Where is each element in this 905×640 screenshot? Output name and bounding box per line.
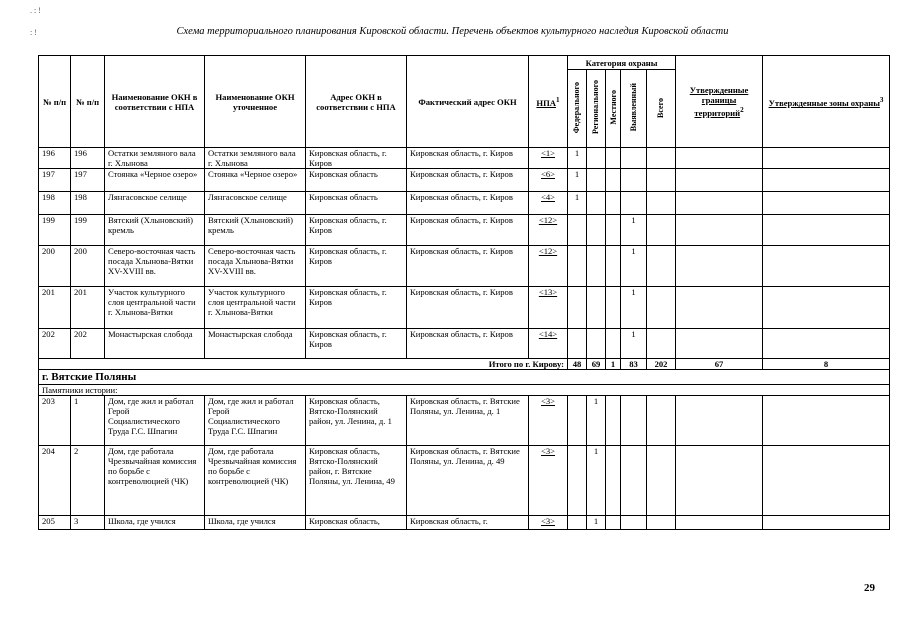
row-addr-actual: Кировская область, г. — [407, 516, 529, 530]
row-name-refined: Монастырская слобода — [205, 329, 306, 359]
npa-ref-link: <14> — [538, 329, 558, 339]
row-num1: 196 — [39, 148, 71, 169]
row-addr-npa: Кировская область, г. Киров — [306, 148, 407, 169]
row-cat-total — [647, 287, 676, 329]
row-name-npa: Остатки земляного вала г. Хлынова — [105, 148, 205, 169]
row-name-refined: Вятский (Хлыновский) кремль — [205, 215, 306, 246]
row-npa-ref — [529, 287, 568, 329]
row-borders — [676, 246, 763, 287]
row-name-refined: Остатки земляного вала г. Хлынова — [205, 148, 306, 169]
row-name-npa: Стоянка «Черное озеро» — [105, 169, 205, 192]
row-cat-local — [606, 287, 621, 329]
row-addr-actual: Кировская область, г. Киров — [407, 169, 529, 192]
row-name-npa: Дом, где жил и работал Герой Социалистического Труда Г.С. Шпагин — [105, 396, 205, 446]
row-borders — [676, 446, 763, 516]
row-addr-npa: Кировская область, Вятско-Полянский район, г. Вятские Поляны, ул. Ленина, 49 — [306, 446, 407, 516]
row-borders — [676, 396, 763, 446]
row-num1: 205 — [39, 516, 71, 530]
npa-ref-link: <3> — [541, 516, 555, 526]
col-cat-local: Местного — [606, 70, 621, 148]
row-cat-local — [606, 396, 621, 446]
npa-ref-link: <12> — [538, 246, 558, 256]
row-cat-regional — [587, 169, 606, 192]
col-addr-actual: Фактический адрес ОКН — [407, 56, 529, 148]
row-cat-local — [606, 215, 621, 246]
row-num2: 200 — [71, 246, 105, 287]
row-zones — [763, 169, 890, 192]
row-num1: 200 — [39, 246, 71, 287]
total-borders: 67 — [676, 359, 763, 370]
row-addr-actual: Кировская область, г. Киров — [407, 287, 529, 329]
row-cat-total — [647, 396, 676, 446]
row-addr-actual: Кировская область, г. Вятские Поляны, ул. Ленина, д. 49 — [407, 446, 529, 516]
row-cat-identified — [621, 169, 647, 192]
row-cat-regional — [587, 287, 606, 329]
npa-ref-link: <6> — [541, 169, 555, 179]
row-num2: 198 — [71, 192, 105, 215]
row-cat-local — [606, 148, 621, 169]
row-num1: 202 — [39, 329, 71, 359]
row-npa-ref — [529, 148, 568, 169]
col-cat-identified: Выявленный — [621, 70, 647, 148]
total-zones: 8 — [763, 359, 890, 370]
row-cat-regional — [587, 246, 606, 287]
total-all: 202 — [647, 359, 676, 370]
col-num1: № п/п — [39, 56, 71, 148]
col-name-refined: Наименование ОКН уточненное — [205, 56, 306, 148]
row-name-npa: Северо-восточная часть посада Хлынова-Вятки XV-XVIII вв. — [105, 246, 205, 287]
row-addr-npa: Кировская область — [306, 169, 407, 192]
row-cat-federal — [568, 446, 587, 516]
row-borders — [676, 215, 763, 246]
total-federal: 48 — [568, 359, 587, 370]
row-cat-total — [647, 215, 676, 246]
row-cat-total — [647, 169, 676, 192]
row-addr-npa: Кировская область — [306, 192, 407, 215]
col-borders: Утвержденные границы территорий$^2$ — [676, 56, 763, 148]
row-cat-federal — [568, 516, 587, 530]
col-zones: Утвержденные зоны охраны$^3$ — [763, 56, 890, 148]
row-addr-npa: Кировская область, г. Киров — [306, 329, 407, 359]
row-cat-federal: 1 — [568, 148, 587, 169]
row-num2: 2 — [71, 446, 105, 516]
row-cat-federal — [568, 287, 587, 329]
row-npa-ref — [529, 329, 568, 359]
table-row — [39, 396, 890, 446]
col-category: Категория охраны — [568, 56, 676, 70]
row-num2: 1 — [71, 396, 105, 446]
row-addr-actual: Кировская область, г. Киров — [407, 246, 529, 287]
table-row — [39, 148, 890, 169]
table-row — [39, 329, 890, 359]
row-addr-npa: Кировская область, Вятско-Полянский район, ул. Ленина, д. 1 — [306, 396, 407, 446]
row-zones — [763, 329, 890, 359]
row-cat-identified — [621, 148, 647, 169]
row-zones — [763, 446, 890, 516]
row-num1: 204 — [39, 446, 71, 516]
table-row — [39, 246, 890, 287]
row-cat-federal — [568, 329, 587, 359]
row-zones — [763, 516, 890, 530]
row-borders — [676, 287, 763, 329]
row-addr-npa: Кировская область, — [306, 516, 407, 530]
row-npa-ref — [529, 446, 568, 516]
npa-ref-link: <13> — [538, 287, 558, 297]
row-addr-actual: Кировская область, г. Киров — [407, 215, 529, 246]
section-city-row — [39, 370, 890, 385]
table-row — [39, 516, 890, 530]
total-regional: 69 — [587, 359, 606, 370]
row-addr-npa: Кировская область, г. Киров — [306, 287, 407, 329]
col-cat-federal: Федерального — [568, 70, 587, 148]
row-cat-federal: 1 — [568, 169, 587, 192]
row-num2: 3 — [71, 516, 105, 530]
row-cat-identified — [621, 396, 647, 446]
row-addr-npa: Кировская область, г. Киров — [306, 246, 407, 287]
row-addr-npa: Кировская область, г. Киров — [306, 215, 407, 246]
page-title: Схема территориального планирования Кировской области. Перечень объектов культурного наследия Кировской области — [176, 26, 729, 37]
row-cat-federal — [568, 246, 587, 287]
row-cat-local — [606, 446, 621, 516]
total-identified: 83 — [621, 359, 647, 370]
row-name-refined: Дом, где работала Чрезвычайная комиссия по борьбе с контреволюцией (ЧК) — [205, 446, 306, 516]
row-cat-identified — [621, 192, 647, 215]
table-row — [39, 192, 890, 215]
row-addr-actual: Кировская область, г. Вятские Поляны, ул. Ленина, д. 1 — [407, 396, 529, 446]
page-number: 29 — [864, 582, 875, 594]
row-zones — [763, 215, 890, 246]
row-cat-identified — [621, 516, 647, 530]
row-cat-regional — [587, 329, 606, 359]
row-num2: 199 — [71, 215, 105, 246]
col-addr-npa: Адрес ОКН в соответствии с НПА — [306, 56, 407, 148]
table-row — [39, 169, 890, 192]
npa-ref-link: <4> — [541, 192, 555, 202]
row-name-refined: Северо-восточная часть посада Хлынова-Вятки XV-XVIII вв. — [205, 246, 306, 287]
row-cat-identified: 1 — [621, 329, 647, 359]
row-cat-total — [647, 148, 676, 169]
row-name-npa: Монастырская слобода — [105, 329, 205, 359]
row-zones — [763, 287, 890, 329]
row-addr-actual: Кировская область, г. Киров — [407, 148, 529, 169]
table-row — [39, 215, 890, 246]
col-cat-regional: Регионального — [587, 70, 606, 148]
row-cat-local — [606, 192, 621, 215]
row-cat-federal — [568, 215, 587, 246]
row-cat-identified: 1 — [621, 246, 647, 287]
row-name-npa: Школа, где учился — [105, 516, 205, 530]
row-cat-local — [606, 516, 621, 530]
row-cat-federal — [568, 396, 587, 446]
row-name-refined: Стоянка «Черное озеро» — [205, 169, 306, 192]
row-cat-total — [647, 516, 676, 530]
total-row — [39, 359, 890, 370]
row-num2: 201 — [71, 287, 105, 329]
row-num1: 199 — [39, 215, 71, 246]
row-borders — [676, 192, 763, 215]
row-num1: 197 — [39, 169, 71, 192]
row-cat-total — [647, 192, 676, 215]
row-cat-total — [647, 446, 676, 516]
row-name-refined: Дом, где жил и работал Герой Социалистического Труда Г.С. Шпагин — [205, 396, 306, 446]
npa-ref-link: <1> — [541, 148, 555, 158]
row-cat-federal: 1 — [568, 192, 587, 215]
row-cat-regional: 1 — [587, 396, 606, 446]
row-cat-regional — [587, 148, 606, 169]
row-cat-regional: 1 — [587, 446, 606, 516]
row-name-refined: Школа, где учился — [205, 516, 306, 530]
row-borders — [676, 169, 763, 192]
row-cat-local — [606, 246, 621, 287]
row-cat-identified: 1 — [621, 287, 647, 329]
row-num2: 197 — [71, 169, 105, 192]
row-borders — [676, 516, 763, 530]
row-zones — [763, 192, 890, 215]
row-addr-actual: Кировская область, г. Киров — [407, 329, 529, 359]
row-zones — [763, 246, 890, 287]
row-npa-ref — [529, 246, 568, 287]
row-cat-regional — [587, 192, 606, 215]
section-subtitle: Памятники истории: — [39, 385, 890, 396]
col-npa: НПА$^1$ — [529, 56, 568, 148]
row-cat-identified — [621, 446, 647, 516]
row-cat-local — [606, 169, 621, 192]
row-num1: 198 — [39, 192, 71, 215]
row-cat-total — [647, 329, 676, 359]
row-cat-local — [606, 329, 621, 359]
row-num2: 202 — [71, 329, 105, 359]
col-cat-total: Всего — [647, 70, 676, 148]
row-borders — [676, 329, 763, 359]
total-label: Итого по г. Кирову: — [39, 359, 568, 370]
npa-ref-link: <12> — [538, 215, 558, 225]
row-cat-regional — [587, 215, 606, 246]
table-row — [39, 446, 890, 516]
section-sub-row — [39, 385, 890, 396]
row-cat-identified: 1 — [621, 215, 647, 246]
row-cat-regional: 1 — [587, 516, 606, 530]
npa-ref-link: <3> — [541, 396, 555, 406]
section-city: г. Вятские Поляны — [39, 370, 890, 385]
table-row — [39, 287, 890, 329]
scan-mark: . : ! — [30, 6, 41, 15]
total-local: 1 — [606, 359, 621, 370]
col-num2: № п/п — [71, 56, 105, 148]
scan-mark: : ! — [30, 28, 37, 37]
row-borders — [676, 148, 763, 169]
row-zones — [763, 396, 890, 446]
row-npa-ref — [529, 396, 568, 446]
row-npa-ref — [529, 215, 568, 246]
row-npa-ref — [529, 516, 568, 530]
row-name-npa: Дом, где работала Чрезвычайная комиссия по борьбе с контреволюцией (ЧК) — [105, 446, 205, 516]
row-cat-total — [647, 246, 676, 287]
row-name-refined: Лянгасовское селище — [205, 192, 306, 215]
row-zones — [763, 148, 890, 169]
row-npa-ref — [529, 192, 568, 215]
npa-ref-link: <3> — [541, 446, 555, 456]
row-name-npa: Лянгасовское селище — [105, 192, 205, 215]
row-num2: 196 — [71, 148, 105, 169]
heritage-table — [38, 55, 890, 530]
row-name-npa: Вятский (Хлыновский) кремль — [105, 215, 205, 246]
col-name-npa: Наименование ОКН в соответствии с НПА — [105, 56, 205, 148]
row-name-refined: Участок культурного слоя центральной части г. Хлынова-Вятки — [205, 287, 306, 329]
row-num1: 203 — [39, 396, 71, 446]
row-name-npa: Участок культурного слоя центральной части г. Хлынова-Вятки — [105, 287, 205, 329]
row-npa-ref — [529, 169, 568, 192]
row-addr-actual: Кировская область, г. Киров — [407, 192, 529, 215]
row-num1: 201 — [39, 287, 71, 329]
